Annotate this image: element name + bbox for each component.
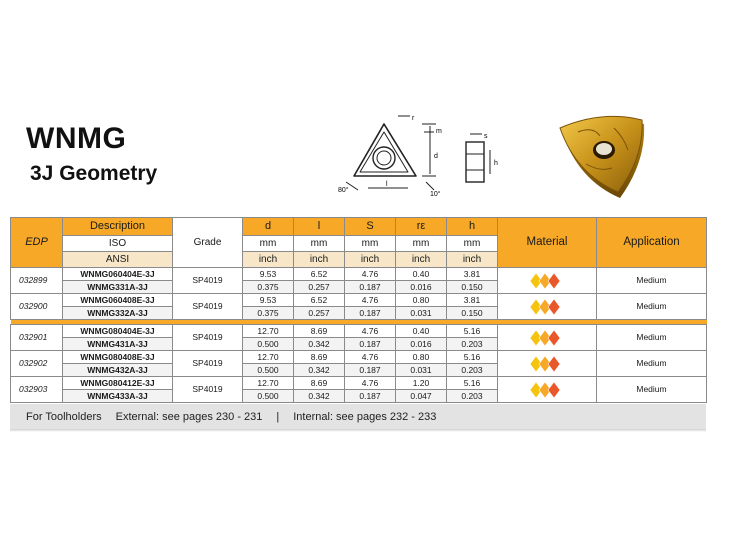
header-unit-mm: mm <box>345 236 396 252</box>
s-inch-cell: 0.187 <box>345 364 396 377</box>
d-mm-cell: 12.70 <box>243 351 294 364</box>
s-inch-cell: 0.187 <box>345 307 396 320</box>
h-mm-cell: 3.81 <box>447 268 498 281</box>
header-unit-inch: inch <box>345 252 396 268</box>
material-cell <box>498 268 597 294</box>
diagram-label-m: m <box>436 128 442 135</box>
s-inch-cell: 0.187 <box>345 390 396 403</box>
grade-cell: SP4019 <box>173 377 243 403</box>
application-cell: Medium <box>597 268 707 294</box>
d-inch-cell: 0.375 <box>243 281 294 294</box>
header-unit-inch: inch <box>294 252 345 268</box>
s-mm-cell: 4.76 <box>345 294 396 307</box>
diagram-label-r: r <box>412 115 415 122</box>
re-mm-cell: 1.20 <box>396 377 447 390</box>
d-inch-cell: 0.500 <box>243 390 294 403</box>
header-unit-mm: mm <box>294 236 345 252</box>
header-unit-inch: inch <box>243 252 294 268</box>
footer-internal-link[interactable]: Internal: see pages 232 - 233 <box>293 410 437 423</box>
l-inch-cell: 0.342 <box>294 364 345 377</box>
d-mm-cell: 12.70 <box>243 377 294 390</box>
iso-code-cell: WNMG060404E-3J <box>63 268 173 281</box>
s-inch-cell: 0.187 <box>345 281 396 294</box>
toolholder-reference-footer <box>10 404 706 429</box>
header-unit-mm: mm <box>396 236 447 252</box>
header-description: Description <box>63 218 173 236</box>
d-inch-cell: 0.500 <box>243 364 294 377</box>
insert-top-view-diagram <box>338 112 448 198</box>
header-l: l <box>294 218 345 236</box>
l-inch-cell: 0.342 <box>294 390 345 403</box>
grade-cell: SP4019 <box>173 325 243 351</box>
h-mm-cell: 5.16 <box>447 351 498 364</box>
grade-cell: SP4019 <box>173 268 243 294</box>
d-mm-cell: 9.53 <box>243 294 294 307</box>
material-cell <box>498 294 597 320</box>
l-inch-cell: 0.342 <box>294 338 345 351</box>
material-cell <box>498 377 597 403</box>
re-inch-cell: 0.031 <box>396 364 447 377</box>
header-h: h <box>447 218 498 236</box>
ansi-code-cell: WNMG433A-3J <box>63 390 173 403</box>
header-unit-mm: mm <box>447 236 498 252</box>
material-cell <box>498 325 597 351</box>
header-re: rε <box>396 218 447 236</box>
ansi-code-cell: WNMG432A-3J <box>63 364 173 377</box>
header-ansi: ANSI <box>63 252 173 268</box>
diagram-label-l: l <box>386 181 388 188</box>
grade-cell: SP4019 <box>173 294 243 320</box>
header-application: Application <box>597 218 707 268</box>
grade-cell: SP4019 <box>173 351 243 377</box>
re-mm-cell: 0.80 <box>396 294 447 307</box>
material-diamonds-icon <box>530 272 564 290</box>
d-mm-cell: 12.70 <box>243 325 294 338</box>
material-diamonds-icon <box>530 355 564 373</box>
header-d: d <box>243 218 294 236</box>
edp-cell: 032899 <box>11 268 63 294</box>
table-row <box>11 325 707 338</box>
table-row <box>11 351 707 364</box>
edp-cell: 032900 <box>11 294 63 320</box>
header-grade: Grade <box>173 218 243 268</box>
header-iso: ISO <box>63 236 173 252</box>
l-mm-cell: 6.52 <box>294 294 345 307</box>
diagram-label-d: d <box>434 153 438 160</box>
h-inch-cell: 0.150 <box>447 307 498 320</box>
h-mm-cell: 5.16 <box>447 377 498 390</box>
ansi-code-cell: WNMG431A-3J <box>63 338 173 351</box>
ansi-code-cell: WNMG331A-3J <box>63 281 173 294</box>
iso-code-cell: WNMG080408E-3J <box>63 351 173 364</box>
application-cell: Medium <box>597 377 707 403</box>
insert-spec-table <box>10 217 707 403</box>
re-inch-cell: 0.031 <box>396 307 447 320</box>
l-mm-cell: 6.52 <box>294 268 345 281</box>
re-mm-cell: 0.40 <box>396 268 447 281</box>
h-mm-cell: 3.81 <box>447 294 498 307</box>
footer-divider: | <box>276 410 280 423</box>
l-inch-cell: 0.257 <box>294 281 345 294</box>
s-mm-cell: 4.76 <box>345 377 396 390</box>
application-cell: Medium <box>597 325 707 351</box>
material-diamonds-icon <box>530 329 564 347</box>
edp-cell: 032901 <box>11 325 63 351</box>
material-diamonds-icon <box>530 298 564 316</box>
diagram-label-s: s <box>484 133 488 140</box>
material-diamonds-icon <box>530 381 564 399</box>
footer-external-link[interactable]: External: see pages 230 - 231 <box>115 410 263 423</box>
header-material: Material <box>498 218 597 268</box>
application-cell: Medium <box>597 351 707 377</box>
ansi-code-cell: WNMG332A-3J <box>63 307 173 320</box>
header-unit-inch: inch <box>396 252 447 268</box>
table-row <box>11 377 707 390</box>
h-mm-cell: 5.16 <box>447 325 498 338</box>
insert-side-view-diagram <box>462 128 508 188</box>
header-unit-mm: mm <box>243 236 294 252</box>
edp-cell: 032903 <box>11 377 63 403</box>
page-title: WNMG <box>26 122 127 155</box>
l-mm-cell: 8.69 <box>294 377 345 390</box>
diagram-label-angle-10: 10° <box>430 191 441 198</box>
d-inch-cell: 0.500 <box>243 338 294 351</box>
material-cell <box>498 351 597 377</box>
s-mm-cell: 4.76 <box>345 325 396 338</box>
h-inch-cell: 0.150 <box>447 281 498 294</box>
header-unit-inch: inch <box>447 252 498 268</box>
h-inch-cell: 0.203 <box>447 364 498 377</box>
edp-cell: 032902 <box>11 351 63 377</box>
s-mm-cell: 4.76 <box>345 268 396 281</box>
re-inch-cell: 0.047 <box>396 390 447 403</box>
re-inch-cell: 0.016 <box>396 281 447 294</box>
iso-code-cell: WNMG080412E-3J <box>63 377 173 390</box>
s-mm-cell: 4.76 <box>345 351 396 364</box>
diagram-label-angle-80: 80° <box>338 187 349 194</box>
footer-prefix: For Toolholders <box>26 410 102 423</box>
h-inch-cell: 0.203 <box>447 390 498 403</box>
d-inch-cell: 0.375 <box>243 307 294 320</box>
iso-code-cell: WNMG080404E-3J <box>63 325 173 338</box>
table-row <box>11 294 707 307</box>
footer-shadow <box>10 429 706 432</box>
re-mm-cell: 0.40 <box>396 325 447 338</box>
l-mm-cell: 8.69 <box>294 325 345 338</box>
diagram-label-h: h <box>494 160 498 167</box>
page-subtitle: 3J Geometry <box>30 162 158 185</box>
iso-code-cell: WNMG060408E-3J <box>63 294 173 307</box>
d-mm-cell: 9.53 <box>243 268 294 281</box>
s-inch-cell: 0.187 <box>345 338 396 351</box>
header-s: S <box>345 218 396 236</box>
table-row <box>11 268 707 281</box>
re-mm-cell: 0.80 <box>396 351 447 364</box>
application-cell: Medium <box>597 294 707 320</box>
l-mm-cell: 8.69 <box>294 351 345 364</box>
insert-product-photo <box>548 110 658 210</box>
h-inch-cell: 0.203 <box>447 338 498 351</box>
re-inch-cell: 0.016 <box>396 338 447 351</box>
header-edp: EDP <box>11 218 63 268</box>
l-inch-cell: 0.257 <box>294 307 345 320</box>
